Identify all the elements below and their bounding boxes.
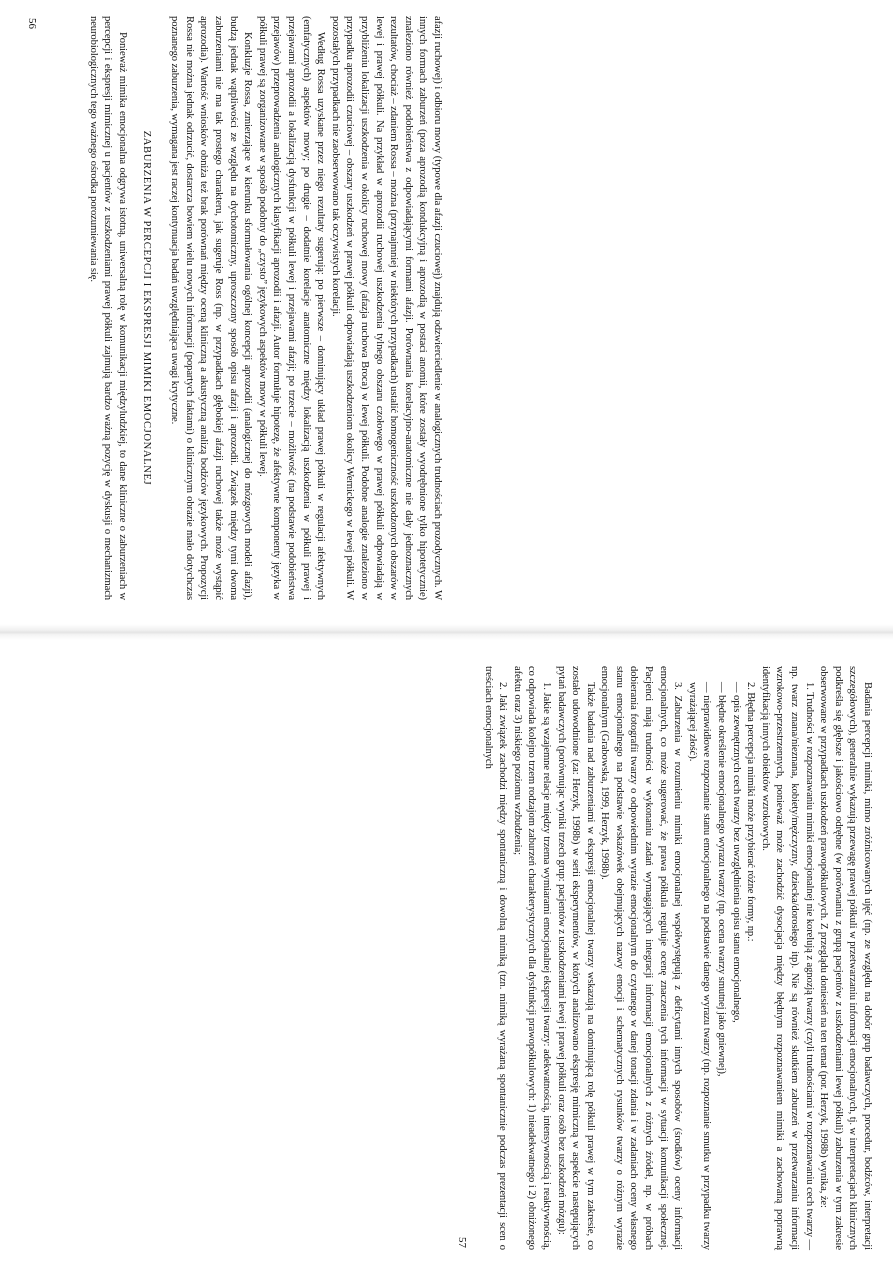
paragraph: afazji ruchowej) i odbioru mowy (typowe dla afazji czuciowej) znajdują odzwierciedlenie w analogicznych trudnościach prozodycznych. W innych formach zaburzeń (poza aprozodią kondukcyjną i aprozodią w postaci anomii, które zostały wyodrębnione tylko hipotetycznie) znaleziono również podobieństwa z odpowiadającymi formami afazji. Porównania korelacyjno-anatomiczne nie dały jednoznacznych rezultatów, chociaż – zdaniem Rossa – można (przynajmniej w niektórych przypadkach) ustalić homogeniczność uszkodzonych obszarów w lewej i prawej półkuli. Na przykład w aprozodii ruchowej uszkodzenia tylnego obszaru czołowego w prawej półkuli odpowiadają w przybliżeniu lokalizacji uszkodzenia w okolicy ruchowej mowy (afazja ruchowa Broca) w lewej półkuli. Podobne analogie znaleziono w przypadku aprozodii czuciowej – obszary uszkodzeń w prawej półkuli odpowiadają uszkodzeniom okolicy Wernickego w lewej półkuli. W pozostałych przypadkach nie zaobserwowano tak oczywistych korelacji. — [329, 16, 443, 600]
numbered-point: 2. Błędna percepcja mimiki może przybierać różne formy, np.: — [745, 682, 757, 942]
right-page-body — [480, 666, 874, 1250]
numbered-point: 1. Trudności w rozpoznawaniu mimiki emocjonalnej nie korelują z agnozją twarzy (czyli trudnościami w rozpoznawaniu cech twarzy — np. twarz znana/nieznana, kobiety/mężczyzny, dziecka/dorosłego itp). Nie są również skutkiem zaburzeń w przetwarzaniu informacji wzrokowo-przestrzennych, ponieważ może zachodzić dysocjacja między błędnym rozpoznawaniem mimiki a zachowaną poprawną identyfikacją innych obiektów wzrokowych. — [759, 666, 815, 1250]
right-page — [448, 658, 878, 1258]
section-heading: ZABURZENIA W PERCEPCJI I EKSPRESJI MIMIKI EMOCJONALNEJ — [140, 130, 152, 486]
paragraph: Także badania nad zaburzeniami w ekspresji emocjonalnej twarzy wskazują na dominującą rolę półkuli prawej w tym zakresie, co zostało udowodnione (za: Herzyk, 1998b) w serii eksperymentów, w których analizowano ekspresję mimiczną w aspekcie następujących pytań badawczych (porównując wyniki trzech grup: pacjentów z uszkodzeniami lewej i prawej półkuli oraz osób bez uszkodzeń mózgu): — [555, 666, 596, 1250]
list-item: — błędne określenie emocjonalnego wyrazu twarzy (np. ocena twarzy smutnej jako gniewnej), — [716, 682, 728, 1077]
list-item: — nieprawidłowe rozpoznanie stanu emocjonalnego na podstawie danego wyrazu twarzy (np. rozpoznanie smutku w przypadku twarzy wyrażającej złość). — [686, 682, 713, 1250]
numbered-point: 3. Zaburzenia w rozumieniu mimiki emocjonalnej współwystępują z deficytami innych sposobów (środków) oceny informacji emocjonalnych, co może sugerować, że prawa półkula reguluje ocenę znaczenia tych informacji w sytuacji komunikacji społecznej. Pacjenci mają trudności w wykonaniu zadań wymagających integracji informacji emocjonalnych z różnych źródeł, np. w próbach dobierania fotografii twarzy o odpowiednim wyrazie emocjonalnym do czytanego w danej tonacji zdania i w zadaniach oceny własnego stanu emocjonalnego na podstawie wskazówek obejmujących nazwy emocji i schematycznych rysunków twarzy o różnym wyrazie emocjonalnym (Grabowska, 1999, Herzyk, 1998b). — [599, 666, 684, 1250]
list-item: — opis zewnętrznych cech twarzy bez uwzględnienia opisu stanu emocjonalnego, — [730, 682, 742, 1023]
paragraph: Badania percepcji mimiki, mimo zróżnicowanych ujęć (np. ze względu na dobór grup badawczych, procedur, bodźców, interpretacji szczegółowych), generalnie wykazują przewagę prawej półkuli w przetwarzaniu informacji emocjonalnych, tj. w interpretacjach klinicznych podkreśla się głębsze i jakościowo odrębne (w porównaniu z grupą pacjentów z uszkodzeniami lewej półkuli) zaburzenia w tym zakresie obserwowane w przypadkach uszkodzeń prawopółkulowych. Z przeglądu doniesień na ten temat (por. Herzyk, 1998b) wynika, że: — [818, 666, 873, 1250]
left-page — [18, 8, 448, 608]
numbered-question: 2. Jaki związek zachodzi między spontaniczną i dowolną mimiką (tzn. mimiką wyrażaną spontanicznie podczas prezentacji scen o treściach emocjonalnych — [482, 666, 509, 1250]
page-number: 57 — [456, 1237, 468, 1248]
page-gutter — [0, 624, 893, 640]
page-number: 56 — [26, 18, 38, 29]
paragraph: Ponieważ mimika emocjonalna odgrywa istotną, uniwersalną rolę w komunikacji międzyludzkiej, to dane kliniczne o zaburzeniach w percepcji i ekspresji mimicznej u pacjentów z uszkodzeniami prawej półkuli zajmują bardzo ważną pozycję w dyskusji o mechanizmach neurobiologicznych tego ważnego ośrodka porozumiewania się. — [87, 16, 128, 600]
paragraph: Według Rossa uzyskane przez niego rezultaty sugerują: po pierwsze – dominujący układ prawej półkuli w regulacji afektywnych (emfatycznych) aspektów mowy; po drugie – dodatnie korelacje anatomiczne między lokalizacją uszkodzenia w półkuli prawej i przejawami aprozodii a lokalizacją dysfunkcji w półkuli lewej i przejawami afazji; po trzecie – możliwość (na podstawie podobieństwa przejawów) przeprowadzenia analogicznych klasyfikacji aprozodii i afazji. Autor formułuje hipotezę, że afektywne komponenty języka w półkuli prawej są zorganizowane w sposób podobny do „czysto” językowych aspektów mowy w półkuli lewej. — [256, 16, 327, 600]
numbered-question: 1. Jakie są wzajemne relacje między trzema wymiarami emocjonalnej ekspresji twarzy: adekwatnością, intensywnością i reaktywnością, co odpowiada kolejno trzem rodzajom zaburzeń charakterystycznych dla dysfunkcji prawopółkulowych: 1) nieadekwatnego i 2) obniżonego afektu oraz 3) niskiego poziomu wzbudzenia; — [511, 666, 552, 1250]
paragraph: Konkluzje Rossa, zmierzające w kierunku sformułowania ogólnej koncepcji aprozodii (analogicznej do mózgowych modeli afazji), budzą jednak wątpliwości ze względu na dychotomiczny, uproszczony sposób opisu afazji i aprozodii. Związek między tymi dwoma zaburzeniami nie ma tak prostego charakteru, jak sugeruje Ross (np. w przypadkach głębokiej afazji ruchowej także może wystąpić aprozodia). Wartość wniosków obniża też brak porównań między oceną kliniczną a akustyczną analizą bodźców językowych. Propozycji Rossa nie można jednak odrzucić, dostarcza bowiem wielu nowych informacji (popartych faktami) o klinicznym obrazie mało dotychczas poznanego zaburzenia, wymagana jest raczej kontynuacja badań uwzględniająca uwagi krytyczne. — [169, 16, 254, 600]
left-page-body — [85, 16, 444, 600]
